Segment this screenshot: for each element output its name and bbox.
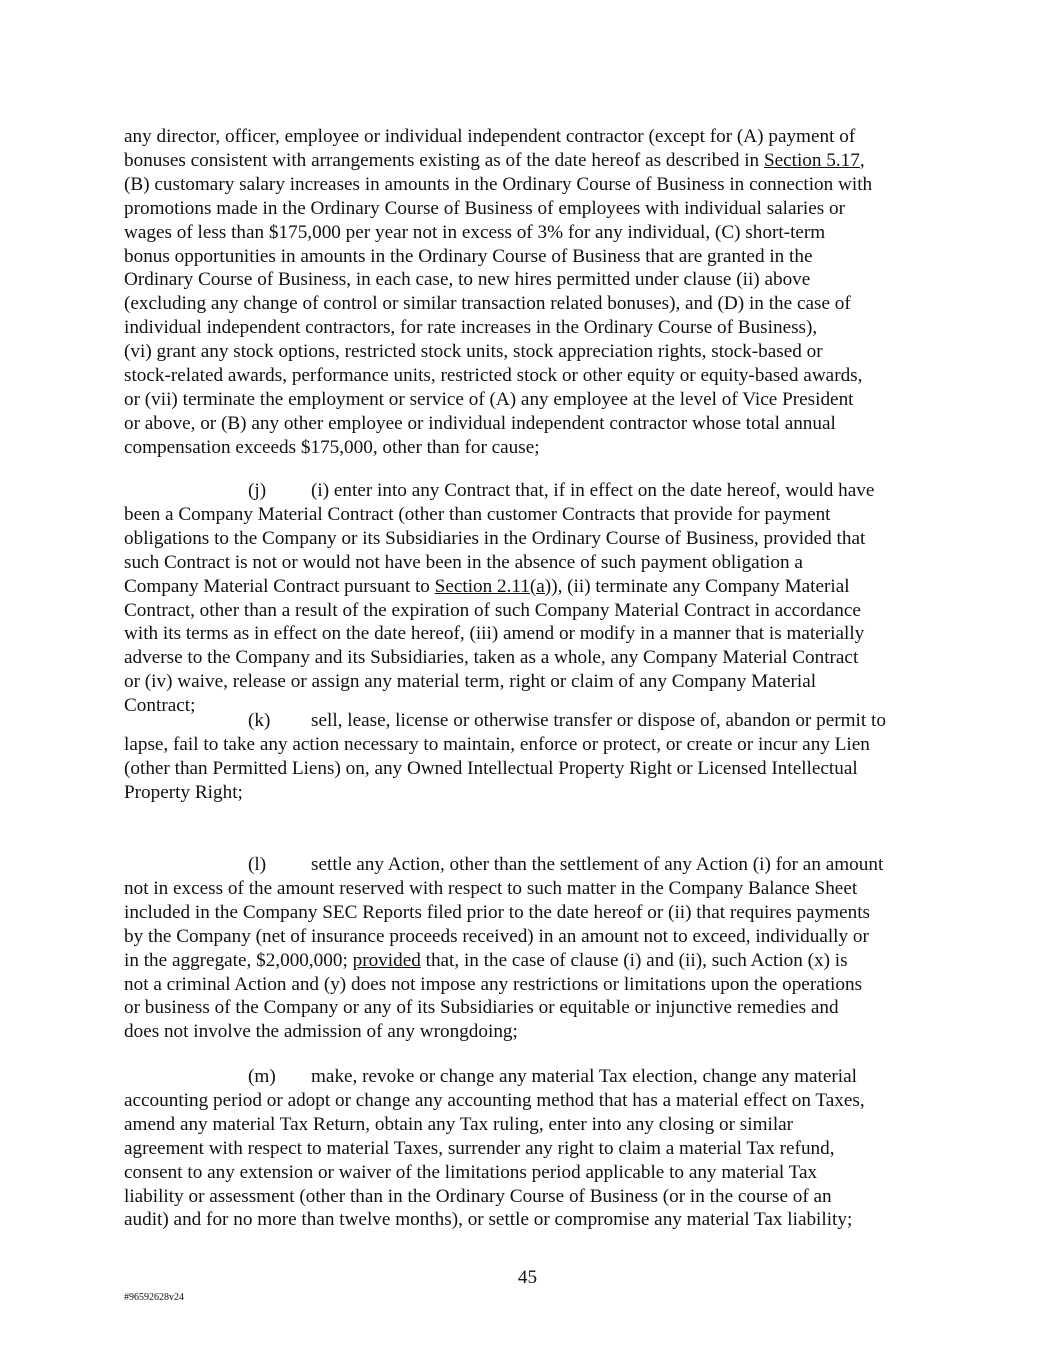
text-line: (excluding any change of control or similar transaction related bonuses), and (D) in the case of bbox=[124, 293, 851, 315]
text-line: audit) and for no more than twelve months), or settle or compromise any material Tax liability; bbox=[124, 1209, 853, 1231]
text-run: make, revoke or change any material Tax election, change any material bbox=[311, 1066, 857, 1087]
text-line: included in the Company SEC Reports filed prior to the date hereof or (ii) that requires payments bbox=[124, 901, 870, 923]
text-run: in the aggregate, $2,000,000; bbox=[124, 949, 353, 971]
paragraph-continuation bbox=[124, 125, 939, 460]
text-line: adverse to the Company and its Subsidiaries, taken as a whole, any Company Material Contract bbox=[124, 647, 859, 669]
text-line: individual independent contractors, for rate increases in the Ordinary Course of Business), bbox=[124, 317, 818, 339]
text-line: does not involve the admission of any wrongdoing; bbox=[124, 1021, 518, 1043]
section-5-17-reference: Section 5.17 bbox=[763, 149, 860, 171]
text-run: ), (ii) terminate any Company Material bbox=[551, 575, 850, 597]
text-line: (B) customary salary increases in amounts in the Ordinary Course of Business in connection with bbox=[124, 173, 873, 195]
text-run: , bbox=[859, 149, 865, 171]
text-run: sell, lease, license or otherwise transfer or dispose of, abandon or permit to bbox=[311, 710, 886, 731]
document-id: #96592628v24 bbox=[124, 1292, 184, 1303]
text-line: compensation exceeds $175,000, other than for cause; bbox=[124, 436, 540, 458]
text-line: consent to any extension or waiver of the limitations period applicable to any material Tax bbox=[124, 1161, 818, 1183]
text-line: stock-related awards, performance units, restricted stock or other equity or equity-based awards, bbox=[124, 365, 863, 387]
clause-label: (l) bbox=[248, 854, 267, 875]
text-line: any director, officer, employee or individual independent contractor (except for (A) payment of bbox=[124, 126, 856, 147]
text-line: lapse, fail to take any action necessary to maintain, enforce or protect, or create or incur any Lien bbox=[124, 733, 870, 755]
text-line: amend any material Tax Return, obtain any Tax ruling, enter into any closing or similar bbox=[124, 1113, 794, 1135]
text-line: or (iv) waive, release or assign any material term, right or claim of any Company Material bbox=[124, 671, 817, 693]
clause-m bbox=[124, 1065, 939, 1232]
text-line: not in excess of the amount reserved with respect to such matter in the Company Balance Sheet bbox=[124, 877, 858, 899]
clause-label: (j) bbox=[248, 480, 267, 501]
text-run: bonuses consistent with arrangements existing as of the date hereof as described in bbox=[124, 149, 764, 171]
page-number: 45 bbox=[517, 1267, 538, 1288]
text-line: accounting period or adopt or change any accounting method that has a material effect on Taxes, bbox=[124, 1089, 865, 1111]
text-line: wages of less than $175,000 per year not in excess of 3% for any individual, (C) short-term bbox=[124, 221, 826, 243]
text-line bbox=[124, 853, 939, 877]
text-line: with its terms as in effect on the date hereof, (iii) amend or modify in a manner that is materially bbox=[124, 623, 865, 645]
text-run: settle any Action, other than the settlement of any Action (i) for an amount bbox=[311, 854, 884, 875]
text-line: promotions made in the Ordinary Course of Business of employees with individual salaries or bbox=[124, 197, 846, 219]
text-line bbox=[124, 1065, 939, 1089]
text-line: such Contract is not or would not have been in the absence of such payment obligation a bbox=[124, 551, 803, 573]
text-line: Contract; bbox=[124, 695, 196, 717]
text-line: Ordinary Course of Business, in each case, to new hires permitted under clause (ii) above bbox=[124, 269, 811, 291]
text-line: liability or assessment (other than in the Ordinary Course of Business (or in the course of an bbox=[124, 1185, 832, 1207]
text-line: not a criminal Action and (y) does not impose any restrictions or limitations upon the operations bbox=[124, 973, 863, 995]
text-line: Contract, other than a result of the expiration of such Company Material Contract in accordance bbox=[124, 599, 861, 621]
text-line bbox=[124, 149, 939, 173]
text-line: by the Company (net of insurance proceeds received) in an amount not to exceed, individually or bbox=[124, 925, 869, 947]
text-line: Property Right; bbox=[124, 781, 243, 803]
text-line bbox=[124, 949, 939, 973]
text-line: or above, or (B) any other employee or individual independent contractor whose total annual bbox=[124, 412, 836, 434]
text-line: (vi) grant any stock options, restricted stock units, stock appreciation rights, stock-based or bbox=[124, 341, 823, 363]
section-2-11a-reference: Section 2.11(a) bbox=[434, 575, 552, 597]
clause-label: (k) bbox=[248, 710, 271, 731]
clause-l bbox=[124, 853, 939, 1044]
text-line: or business of the Company or any of its Subsidiaries or equitable or injunctive remedies and bbox=[124, 997, 839, 1019]
text-line: bonus opportunities in amounts in the Ordinary Course of Business that are granted in the bbox=[124, 245, 813, 267]
text-line: been a Company Material Contract (other than customer Contracts that provide for payment bbox=[124, 503, 831, 525]
clause-label: (m) bbox=[248, 1066, 276, 1087]
text-line bbox=[124, 575, 939, 599]
text-line: agreement with respect to material Taxes, surrender any right to claim a material Tax refund, bbox=[124, 1137, 835, 1159]
text-line: (other than Permitted Liens) on, any Owned Intellectual Property Right or Licensed Intellectual bbox=[124, 757, 858, 779]
text-run: (i) enter into any Contract that, if in effect on the date hereof, would have bbox=[311, 480, 875, 501]
clause-j bbox=[124, 479, 939, 718]
text-run: Company Material Contract pursuant to bbox=[124, 575, 435, 597]
clause-k bbox=[124, 709, 939, 805]
provided-underlined: provided bbox=[352, 949, 421, 971]
text-run: that, in the case of clause (i) and (ii), such Action (x) is bbox=[420, 949, 848, 971]
text-line: or (vii) terminate the employment or service of (A) any employee at the level of Vice President bbox=[124, 388, 854, 410]
text-line bbox=[124, 479, 939, 503]
text-line: obligations to the Company or its Subsidiaries in the Ordinary Course of Business, provided that bbox=[124, 527, 866, 549]
text-line bbox=[124, 709, 939, 733]
